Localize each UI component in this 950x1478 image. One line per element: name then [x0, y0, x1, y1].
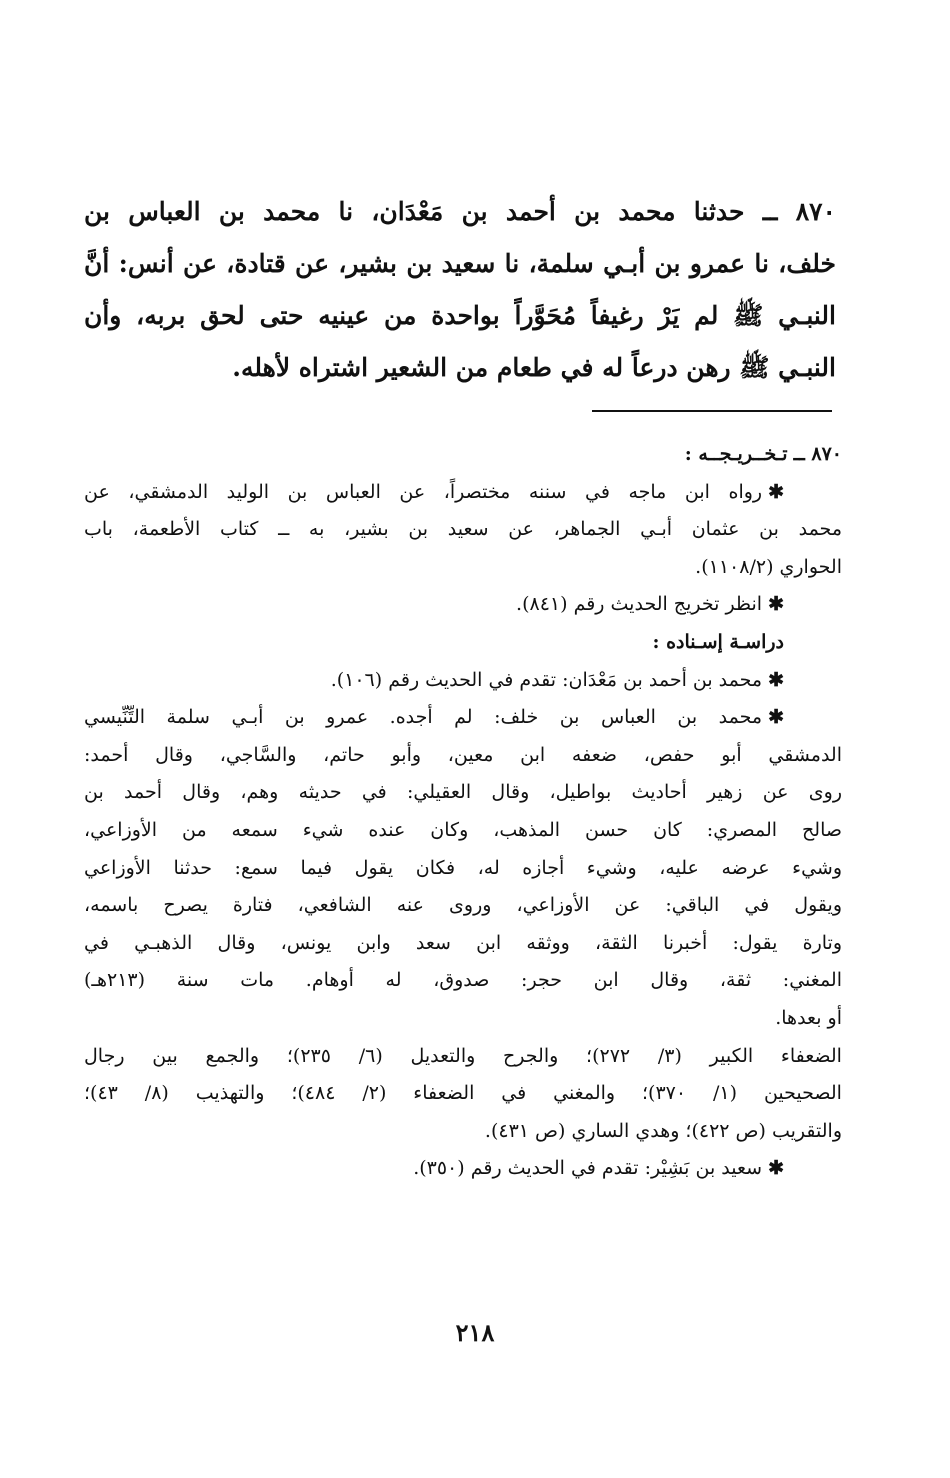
footnote-line: محمد بن عثمان أبـي الجماهر، عن سعيد بن بشير، به ــ كتاب الأطعمة، باب — [84, 518, 842, 541]
page-number: ٢١٨ — [455, 1318, 495, 1347]
takhrij-heading-row — [84, 436, 842, 474]
footnote-line: ✱رواه ابن ماجه في سننه مختصراً، عن العباس بن الوليد الدمشقي، عن — [84, 480, 784, 503]
footnote-line: روى عن زهير أحاديث بواطيل، وقال العقيلي: في حديثه وهم، وقال أحمد بن — [84, 781, 842, 804]
dirasa-heading: دراسـة إسـناده : — [652, 630, 784, 653]
takhrij-heading: تـخــريـجــه : — [684, 443, 788, 465]
footnotes — [84, 436, 842, 1188]
footnote-line: صالح المصري: كان حسن المذهب، وكان عنده شيء سمعه من الأوزاعي، — [84, 818, 842, 841]
footnote-line: ✱محمد بن أحمد بن مَعْدَان: تقدم في الحديث رقم (١٠٦). — [330, 668, 784, 691]
hadith-line: خلف، نا عمرو بن أبـي سلمة، نا سعيد بن بشير، عن قتادة، عن أنس: أنَّ — [84, 249, 836, 278]
footnote-line: ✱محمد بن العباس بن خلف: لم أجده. عمرو بن أبـي سلمة التِّنِّيسي — [84, 706, 784, 729]
footnote-divider — [592, 410, 832, 412]
hadith-text — [84, 186, 836, 394]
footnote-line: أو بعدها. — [775, 1006, 842, 1029]
hadith-line: ٨٧٠ ــ حدثنا محمد بن أحمد بن مَعْدَان، نا محمد بن العباس بن — [84, 197, 836, 226]
asterisk-icon: ✱ — [768, 668, 784, 691]
footnote-line: ويقول في الباقي: عن الأوزاعي، وروى عنه الشافعي، فتارة يصرح باسمه، — [84, 894, 842, 917]
footnote-line: الحواري (١١٠٨/٢). — [695, 555, 842, 578]
footnote-line: الصحيحين (١/ ٣٧٠)؛ والمغني في الضعفاء (٢/ ٤٨٤)؛ والتهذيب (٨/ ٤٣)؛ — [84, 1082, 842, 1105]
footnote-line: ✱سعيد بن بَشِيْر: تقدم في الحديث رقم (٣٥٠). — [413, 1157, 784, 1180]
hadith-number: ٨٧٠ ــ — [793, 443, 842, 465]
hadith-line: النبـي ﷺ رهن درعاً له في طعام من الشعير اشتراه لأهله. — [232, 353, 836, 382]
footnote-line: وشيء عرضه عليه، وشيء أجازه له، فكان يقول فيما سمع: حدثنا الأوزاعي — [84, 856, 842, 879]
footnote-line: ✱انظر تخريج الحديث رقم (٨٤١). — [516, 593, 784, 616]
asterisk-icon: ✱ — [768, 593, 784, 616]
asterisk-icon: ✱ — [768, 480, 784, 503]
footnote-line: الدمشقي أبو حفص، ضعفه ابن معين، وأبو حاتم، والسَّاجي، وقال أحمد: — [84, 743, 842, 766]
footnote-line: الضعفاء الكبير (٣/ ٢٧٢)؛ والجرح والتعديل (٦/ ٢٣٥)؛ والجمع بين رجال — [84, 1044, 842, 1067]
footnote-line: والتقريب (ص ٤٢٢)؛ وهدي الساري (ص ٤٣١). — [484, 1119, 842, 1142]
footnote-line: وتارة يقول: أخبرنا الثقة، ووثقه ابن سعد وابن يونس، وقال الذهبـي في — [84, 931, 842, 954]
asterisk-icon: ✱ — [768, 1157, 784, 1180]
footnote-line: المغني: ثقة، وقال ابن حجر: صدوق، له أوهام. مات سنة (٢١٣هـ) — [84, 969, 842, 992]
asterisk-icon: ✱ — [768, 706, 784, 729]
hadith-line: النبـي ﷺ لم يَرْ رغيفاً مُحَوَّراً بواحدة من عينيه حتى لحق بربه، وأن — [84, 301, 836, 330]
